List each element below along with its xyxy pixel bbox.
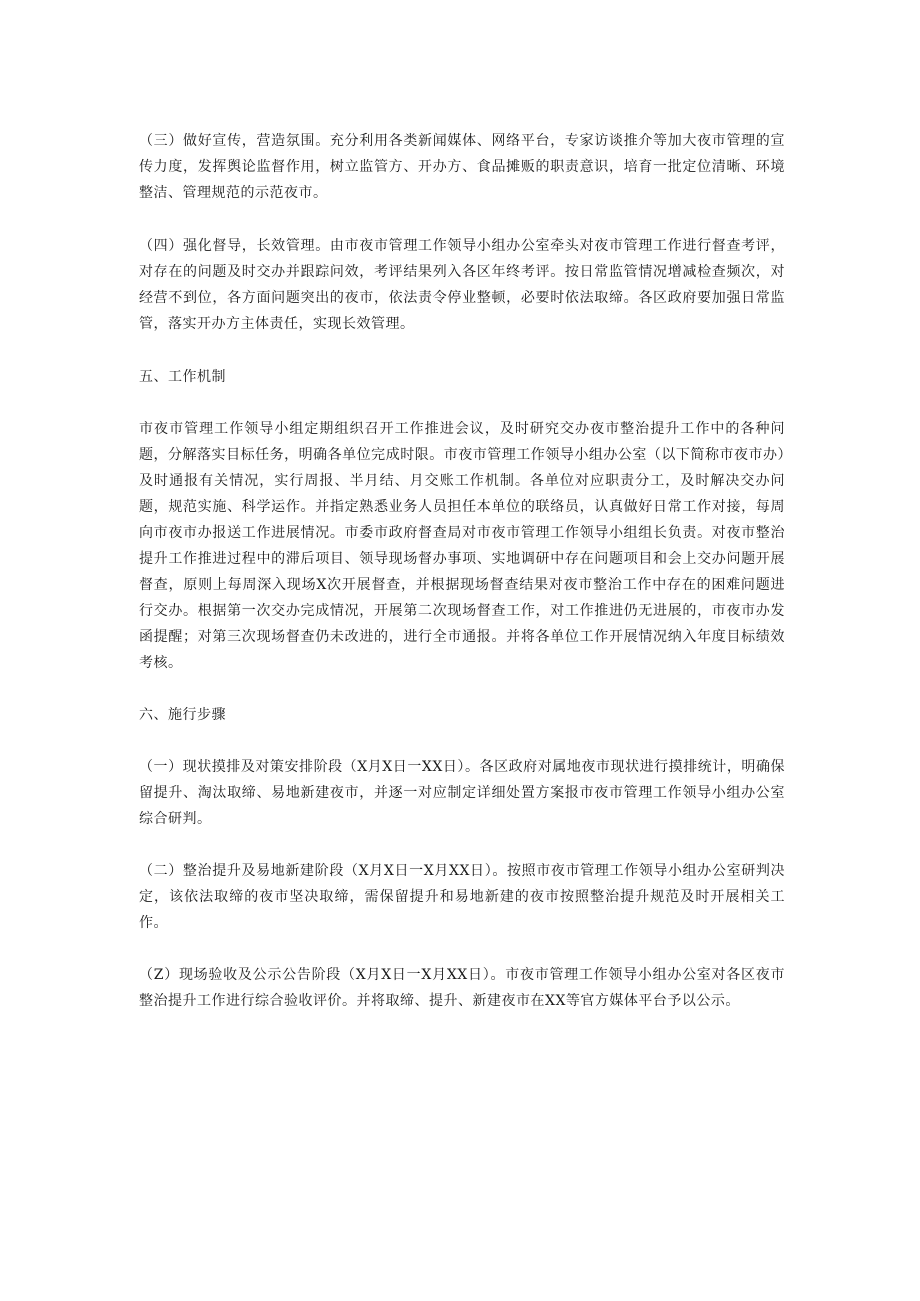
paragraph-step-one: （一）现状摸排及对策安排阶段（X月X日一XX日）。各区政府对属地夜市现状进行摸排统计，明确保留提升、淘汰取缔、易地新建夜市，并逐一对应制定详细处置方案报市夜市管理工作领导小组办公室综合研判。: [139, 759, 785, 827]
document-page: [139, 128, 785, 1014]
paragraph-publicity: （三）做好宣传，营造氛围。充分利用各类新闻媒体、网络平台，专家访谈推介等加大夜市管理的宣传力度，发挥舆论监督作用，树立监管方、开办方、食品摊贩的职责意识，培育一批定位清晰、环境整洁、管理规范的示范夜市。: [139, 133, 785, 201]
section-heading-work-mechanism: 五、工作机制: [139, 369, 226, 385]
section-heading-implementation-steps: 六、施行步骤: [139, 707, 226, 723]
paragraph-supervision: （四）强化督导，长效管理。由市夜市管理工作领导小组办公室牵头对夜市管理工作进行督查考评，对存在的问题及时交办并跟踪问效，考评结果列入各区年终考评。按日常监管情况增减检查频次，对经营不到位，各方面问题突出的夜市，依法责令停业整顿，必要时依法取缔。各区政府要加强日常监管，落实开办方主体责任，实现长效管理。: [139, 238, 785, 332]
paragraph-work-mechanism: 市夜市管理工作领导小组定期组织召开工作推进会议，及时研究交办夜市整治提升工作中的各种问题，分解落实目标任务，明确各单位完成时限。市夜市管理工作领导小组办公室（以下简称市夜市办）及时通报有关情况，实行周报、半月结、月交账工作机制。各单位对应职责分工，及时解决交办问题，规范实施、科学运作。并指定熟悉业务人员担任本单位的联络员，认真做好日常工作对接，每周向市夜市办报送工作进展情况。市委市政府督查局对市夜市管理工作领导小组组长负责。对夜市整治提升工作推进过程中的滞后项目、领导现场督办事项、实地调研中存在问题项目和会上交办问题开展督查，原则上每周深入现场X次开展督查，并根据现场督查结果对夜市整治工作中存在的困难问题进行交办。根据第一次交办完成情况，开展第二次现场督查工作，对工作推进仍无进展的，市夜市办发函提醒；对第三次现场督查仍未改进的，进行全市通报。并将各单位工作开展情况纳入年度目标绩效考核。: [139, 421, 785, 671]
paragraph-step-three: （Z）现场验收及公示公告阶段（X月X日一X月XX日）。市夜市管理工作领导小组办公室对各区夜市整治提升工作进行综合验收评价。并将取缔、提升、新建夜市在XX等官方媒体平台予以公示。: [139, 967, 785, 1009]
paragraph-step-two: （二）整治提升及易地新建阶段（X月X日一X月XX日）。按照市夜市管理工作领导小组办公室研判决定，该依法取缔的夜市坚决取缔，需保留提升和易地新建的夜市按照整治提升规范及时开展相关工作。: [139, 863, 785, 931]
